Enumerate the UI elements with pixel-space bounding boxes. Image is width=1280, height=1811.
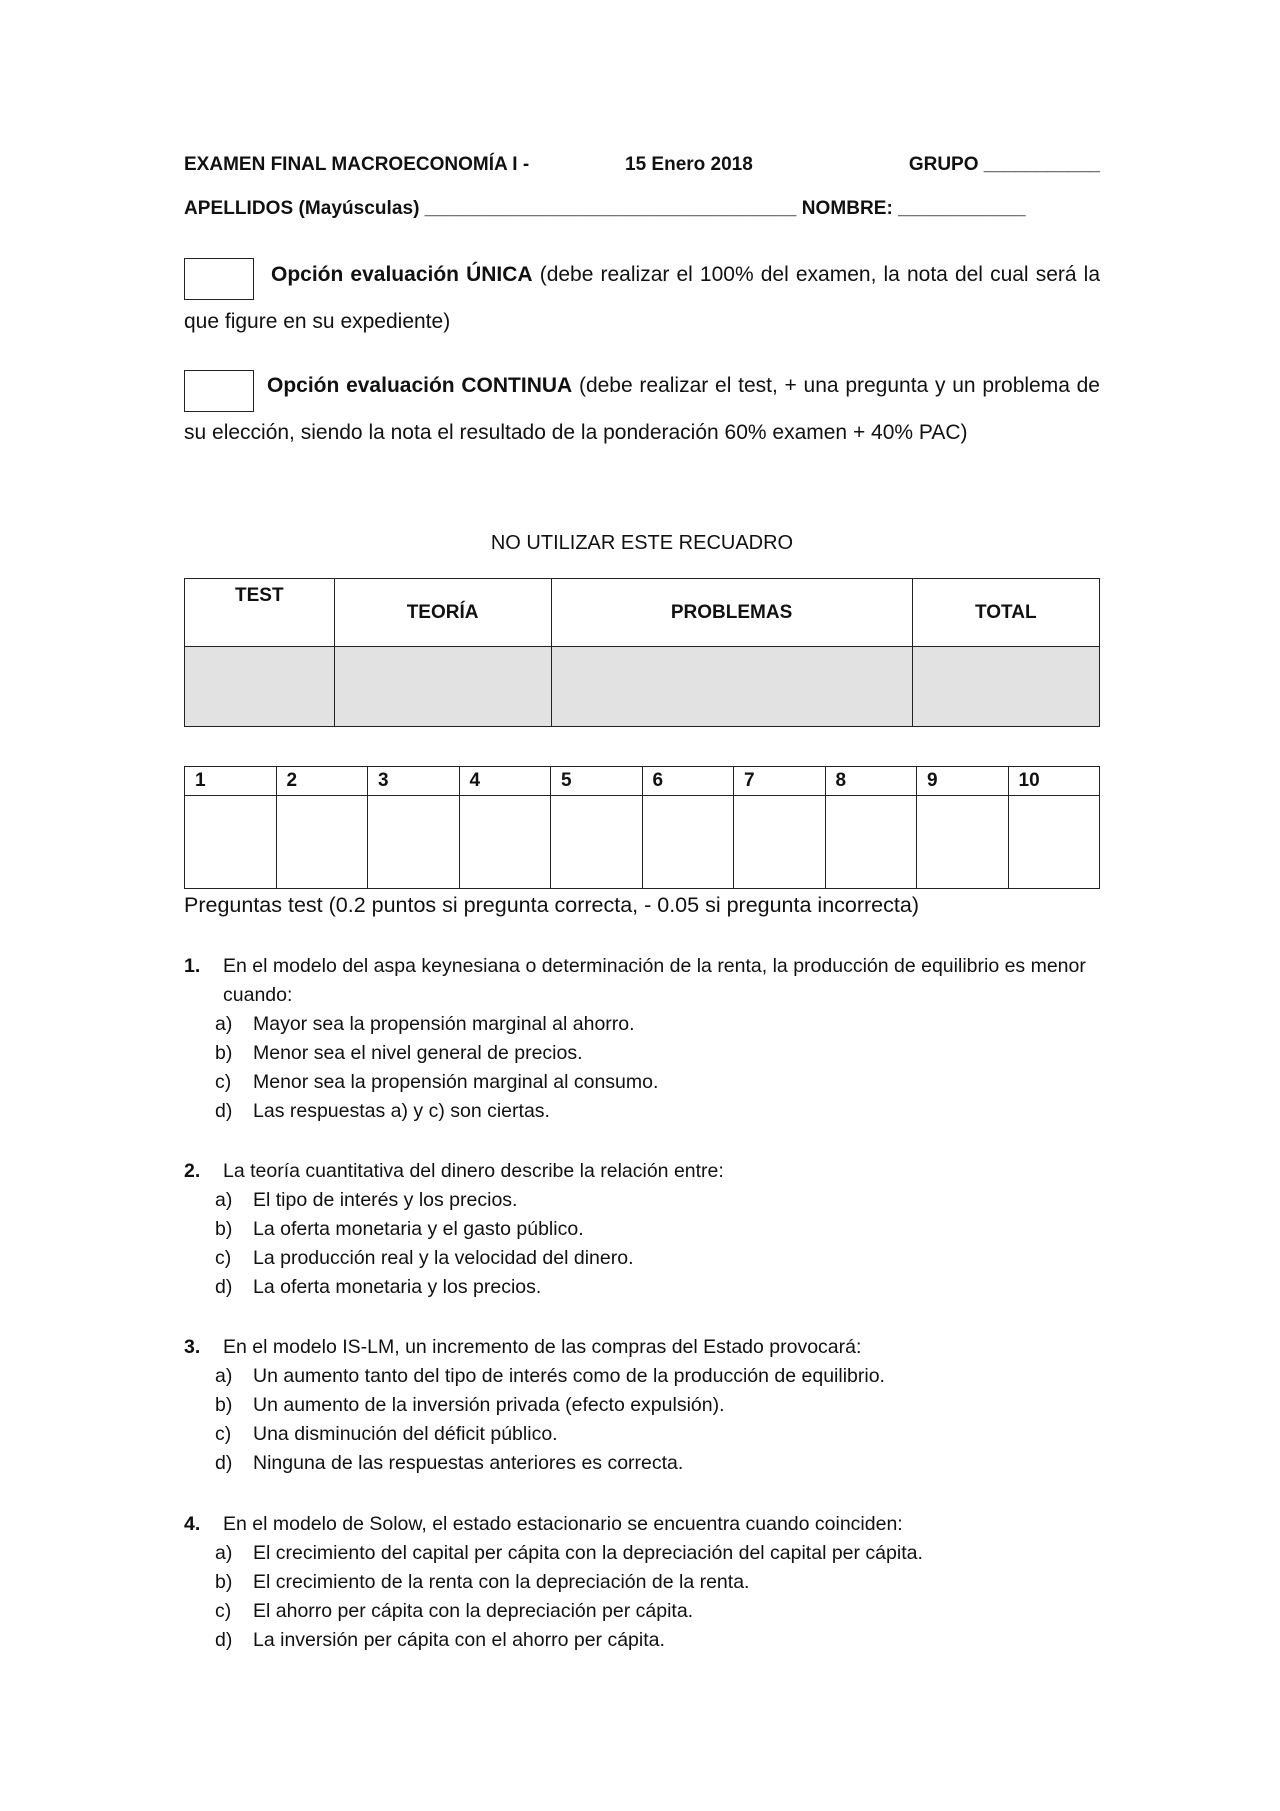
question-number: 2. bbox=[184, 1160, 201, 1182]
option-letter: d) bbox=[215, 1276, 233, 1298]
answer-cell[interactable] bbox=[825, 796, 917, 889]
option-list bbox=[184, 1539, 1104, 1655]
option-text: Ninguna de las respuestas anteriores es correcta. bbox=[253, 1452, 684, 1474]
answer-num: 4 bbox=[459, 767, 551, 796]
answer-num: 6 bbox=[642, 767, 734, 796]
question-2 bbox=[184, 1157, 1104, 1302]
answer-option bbox=[184, 1215, 1104, 1244]
option-letter: a) bbox=[215, 1365, 233, 1387]
option-letter: c) bbox=[215, 1600, 232, 1622]
option-text: Menor sea el nivel general de precios. bbox=[253, 1042, 583, 1064]
surname-name-field[interactable]: APELLIDOS (Mayúsculas) ___________________________________ NOMBRE: ____________ bbox=[184, 198, 1026, 219]
grade-cell-test bbox=[185, 647, 335, 727]
option-text: La oferta monetaria y los precios. bbox=[253, 1276, 542, 1298]
option-text: El tipo de interés y los precios. bbox=[253, 1189, 518, 1211]
option-letter: c) bbox=[215, 1423, 232, 1445]
answer-cell[interactable] bbox=[1008, 796, 1100, 889]
answer-option bbox=[184, 1068, 1104, 1097]
answer-cell[interactable] bbox=[642, 796, 734, 889]
answer-grid bbox=[184, 766, 1100, 889]
answer-option bbox=[184, 1539, 1104, 1568]
grade-col-teoria: TEORÍA bbox=[334, 579, 551, 647]
option-text: Un aumento de la inversión privada (efecto expulsión). bbox=[253, 1394, 725, 1416]
answer-option bbox=[184, 1391, 1104, 1420]
option-text: El crecimiento del capital per cápita con la depreciación del capital per cápita. bbox=[253, 1542, 923, 1564]
answer-option bbox=[184, 1010, 1104, 1039]
option-letter: c) bbox=[215, 1071, 232, 1093]
option-text: Mayor sea la propensión marginal al ahorro. bbox=[253, 1013, 635, 1035]
answer-option bbox=[184, 1626, 1104, 1655]
answer-cell[interactable] bbox=[276, 796, 368, 889]
answer-option bbox=[184, 1186, 1104, 1215]
option-text: La producción real y la velocidad del dinero. bbox=[253, 1247, 634, 1269]
question-stem: En el modelo IS-LM, un incremento de las compras del Estado provocará: bbox=[223, 1336, 862, 1358]
group-field[interactable]: GRUPO ___________ bbox=[908, 154, 1100, 175]
option-text: Las respuestas a) y c) son ciertas. bbox=[253, 1100, 550, 1122]
answer-option bbox=[184, 1362, 1104, 1391]
option-text: Un aumento tanto del tipo de interés como de la producción de equilibrio. bbox=[253, 1365, 885, 1387]
option-text: Menor sea la propensión marginal al consumo. bbox=[253, 1071, 659, 1093]
exam-date: 15 Enero 2018 bbox=[625, 154, 753, 175]
answer-num: 2 bbox=[276, 767, 368, 796]
answer-option bbox=[184, 1568, 1104, 1597]
answer-option bbox=[184, 1039, 1104, 1068]
option-letter: d) bbox=[215, 1629, 233, 1651]
answer-option bbox=[184, 1597, 1104, 1626]
question-1 bbox=[184, 952, 1104, 1126]
option-continua-desc: (debe realizar el test, + una pregunta y un problema de su elección, siendo la nota el resultado de la ponderación 60% examen + 40% PAC) bbox=[184, 374, 1100, 444]
option-text: Una disminución del déficit público. bbox=[253, 1423, 558, 1445]
question-number: 4. bbox=[184, 1513, 201, 1535]
question-4 bbox=[184, 1510, 1104, 1655]
grade-cell-problemas bbox=[551, 647, 912, 727]
grade-col-total: TOTAL bbox=[912, 579, 1099, 647]
answer-option bbox=[184, 1273, 1104, 1302]
option-letter: a) bbox=[215, 1189, 233, 1211]
answer-cell[interactable] bbox=[551, 796, 643, 889]
answer-option bbox=[184, 1244, 1104, 1273]
grade-cell-total bbox=[912, 647, 1099, 727]
answer-option bbox=[184, 1420, 1104, 1449]
answer-option bbox=[184, 1097, 1104, 1126]
option-text: La oferta monetaria y el gasto público. bbox=[253, 1218, 584, 1240]
option-list bbox=[184, 1010, 1104, 1126]
answer-cell[interactable] bbox=[368, 796, 460, 889]
answer-num: 5 bbox=[551, 767, 643, 796]
answer-num: 7 bbox=[734, 767, 826, 796]
question-stem: La teoría cuantitativa del dinero describe la relación entre: bbox=[223, 1160, 724, 1182]
option-unica-text bbox=[184, 251, 1100, 345]
option-unica-desc: (debe realizar el 100% del examen, la nota del cual será la que figure en su expediente) bbox=[184, 263, 1100, 333]
answer-option bbox=[184, 1449, 1104, 1478]
option-letter: b) bbox=[215, 1394, 233, 1416]
answer-cell[interactable] bbox=[917, 796, 1009, 889]
grade-col-problemas: PROBLEMAS bbox=[551, 579, 912, 647]
grade-box-notice: NO UTILIZAR ESTE RECUADRO bbox=[490, 532, 794, 554]
exam-title: EXAMEN FINAL MACROECONOMÍA I - bbox=[184, 154, 530, 175]
option-letter: b) bbox=[215, 1218, 233, 1240]
option-text: El ahorro per cápita con la depreciación per cápita. bbox=[253, 1600, 694, 1622]
option-continua-lead: Opción evaluación CONTINUA bbox=[267, 374, 573, 397]
answer-num: 8 bbox=[825, 767, 917, 796]
question-number: 3. bbox=[184, 1336, 201, 1358]
option-text: La inversión per cápita con el ahorro per cápita. bbox=[253, 1629, 665, 1651]
question-number: 1. bbox=[184, 955, 201, 977]
grade-cell-teoria bbox=[334, 647, 551, 727]
option-unica-lead: Opción evaluación ÚNICA bbox=[271, 263, 533, 286]
answer-num: 1 bbox=[185, 767, 277, 796]
option-letter: b) bbox=[215, 1042, 233, 1064]
grade-table bbox=[184, 578, 1100, 727]
answer-num: 3 bbox=[368, 767, 460, 796]
answer-cell[interactable] bbox=[459, 796, 551, 889]
option-list bbox=[184, 1186, 1104, 1302]
answer-num: 10 bbox=[1008, 767, 1100, 796]
option-letter: a) bbox=[215, 1013, 233, 1035]
option-letter: c) bbox=[215, 1247, 232, 1269]
option-letter: d) bbox=[215, 1452, 233, 1474]
option-continua-text bbox=[184, 362, 1100, 456]
option-letter: b) bbox=[215, 1571, 233, 1593]
question-3 bbox=[184, 1333, 1104, 1478]
option-list bbox=[184, 1362, 1104, 1478]
answer-num: 9 bbox=[917, 767, 1009, 796]
option-letter: a) bbox=[215, 1542, 233, 1564]
option-text: El crecimiento de la renta con la depreciación de la renta. bbox=[253, 1571, 750, 1593]
question-stem: En el modelo de Solow, el estado estacionario se encuentra cuando coinciden: bbox=[223, 1513, 903, 1535]
answer-cell[interactable] bbox=[734, 796, 826, 889]
question-stem: En el modelo del aspa keynesiana o determinación de la renta, la producción de equilibrio es menor cuando: bbox=[223, 955, 1086, 1006]
test-intro: Preguntas test (0.2 puntos si pregunta correcta, - 0.05 si pregunta incorrecta) bbox=[184, 893, 919, 917]
grade-col-test: TEST bbox=[185, 579, 335, 647]
option-letter: d) bbox=[215, 1100, 233, 1122]
answer-cell[interactable] bbox=[185, 796, 277, 889]
